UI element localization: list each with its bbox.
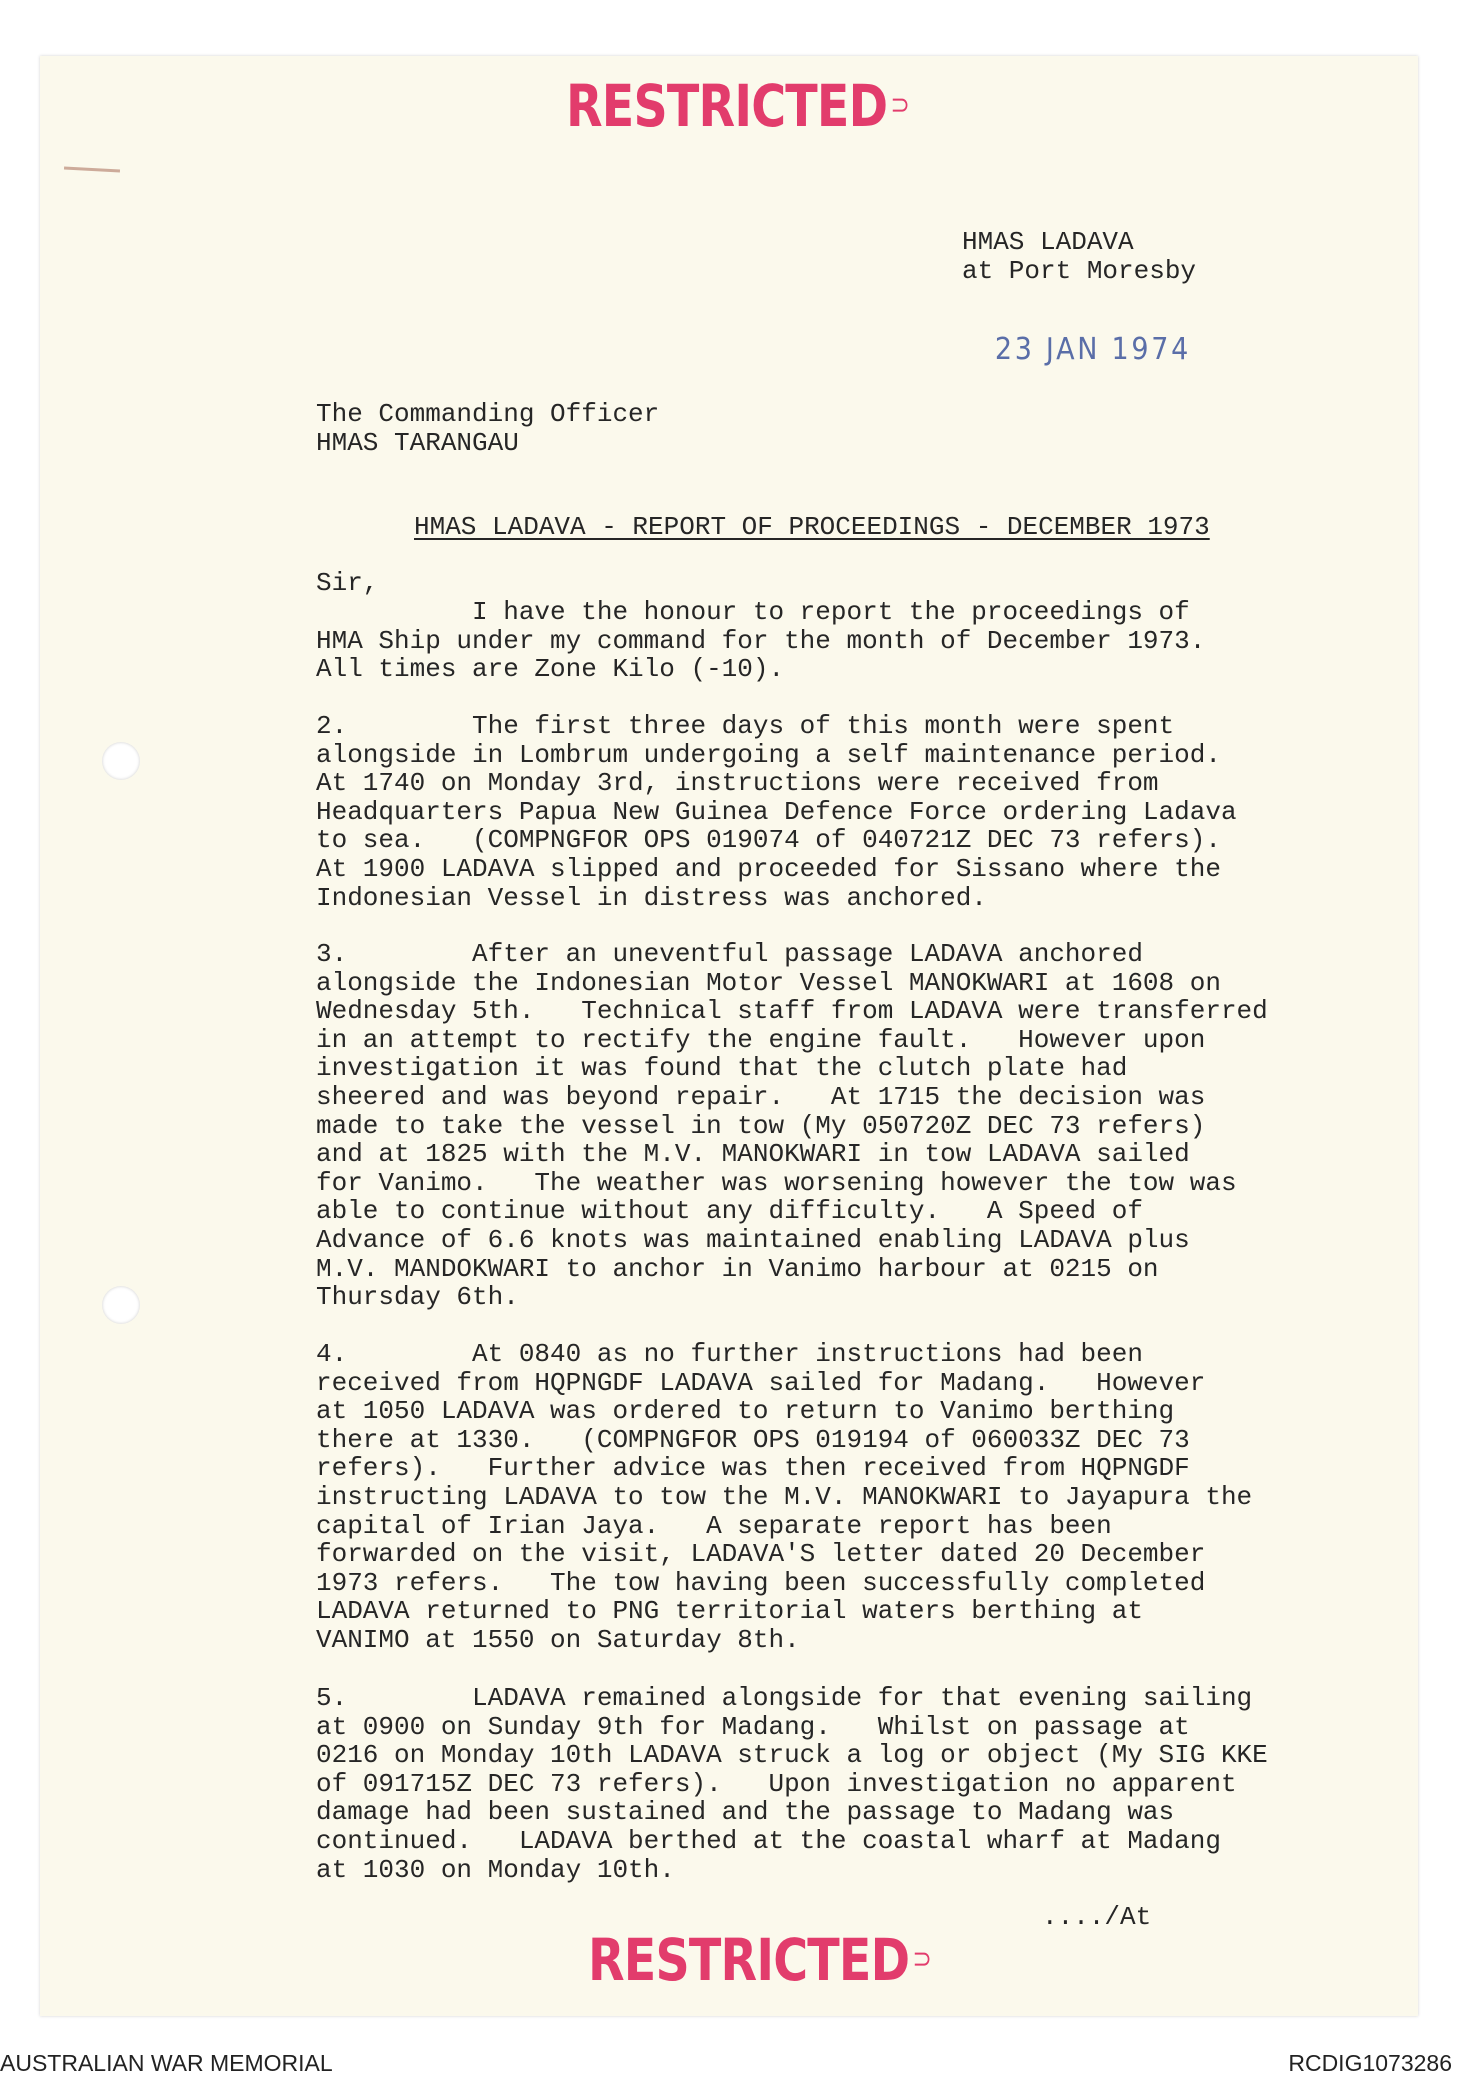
restricted-stamp-top: RESTRICTED ⊃ [566,72,909,140]
addressee-line-1: The Commanding Officer [316,399,660,429]
punch-hole-upper [102,742,140,780]
restricted-stamp-top-text: RESTRICTED [566,72,888,140]
paragraph-4: 4. At 0840 as no further instructions had been received from HQPNGDF LADAVA sailed for Madang. However at 1050 LADAVA was ordered to return to Vanimo berthing there at 1330. (COMPNGFOR OPS 019194 of 060033Z DEC 73 refers). Further advice was then received from HQPNGDF instructing LADAVA to tow the M.V. MANOKWARI to Jayapura the capital of Irian Jaya. A separate report has been forwarded on the visit, LADAVA'S letter dated 20 December 1973 refers. The tow having been successfully completed LADAVA returned to PNG territorial waters berthing at VANIMO at 1550 on Saturday 8th. [316,1339,1253,1655]
paragraph-2: 2. The first three days of this month were spent alongside in Lombrum undergoing a self maintenance period. At 1740 on Monday 3rd, instructions were received from Headquarters Papua New Guinea Defence Force ordering Ladava to sea. (COMPNGFOR OPS 019074 of 040721Z DEC 73 refers). At 1900 LADAVA slipped and proceeded for Sissano where the Indonesian Vessel in distress was anchored. [316,711,1237,913]
continuation-marker: ..../At [1042,1902,1152,1932]
restricted-stamp-bottom: RESTRICTED ⊃ [588,1926,931,1994]
restricted-stamp-bottom-text: RESTRICTED [588,1926,910,1994]
punch-hole-lower [102,1286,140,1324]
paragraph-3: 3. After an uneventful passage LADAVA anchored alongside the Indonesian Motor Vessel MANOKWARI at 1608 on Wednesday 5th. Technical staff from LADAVA were transferred in an attempt to rectify the engine fault. However upon investigation it was found that the clutch plate had sheered and was beyond repair. At 1715 the decision was made to take the vessel in tow (My 050720Z DEC 73 refers) and at 1825 with the M.V. MANOKWARI in tow LADAVA sailed for Vanimo. The weather was worsening however the tow was able to continue without any difficulty. A Speed of Advance of 6.6 knots was maintained enabling LADAVA plus M.V. MANDOKWARI to anchor in Vanimo harbour at 0215 on Thursday 6th. [316,939,1268,1313]
archive-record-id: RCDIG1073286 [1288,2050,1452,2076]
salutation: Sir, [316,568,379,598]
archive-institution: AUSTRALIAN WAR MEMORIAL [0,2050,333,2076]
addressee-line-2: HMAS TARANGAU [316,427,519,458]
sender-line-1: HMAS LADAVA [962,227,1134,257]
addressee-block [316,400,659,457]
paragraph-1: I have the honour to report the proceedings of HMA Ship under my command for the month of December 1973. All times are Zone Kilo (-10). [316,597,1206,685]
sender-line-2: at Port Moresby [962,255,1197,286]
sender-block [962,228,1196,285]
paragraph-5: 5. LADAVA remained alongside for that evening sailing at 0900 on Sunday 9th for Madang. Whilst on passage at 0216 on Monday 10th LADAVA struck a log or object (My SIG KKE of 091715Z DEC 73 refers). Upon investigation no apparent damage had been sustained and the passage to Madang was continued. LADAVA berthed at the coastal wharf at Madang at 1030 on Monday 10th. [316,1683,1268,1885]
date-received-stamp: 23 JAN 1974 [994,332,1191,367]
subject-line: HMAS LADAVA - REPORT OF PROCEEDINGS - DECEMBER 1973 [414,512,1210,542]
